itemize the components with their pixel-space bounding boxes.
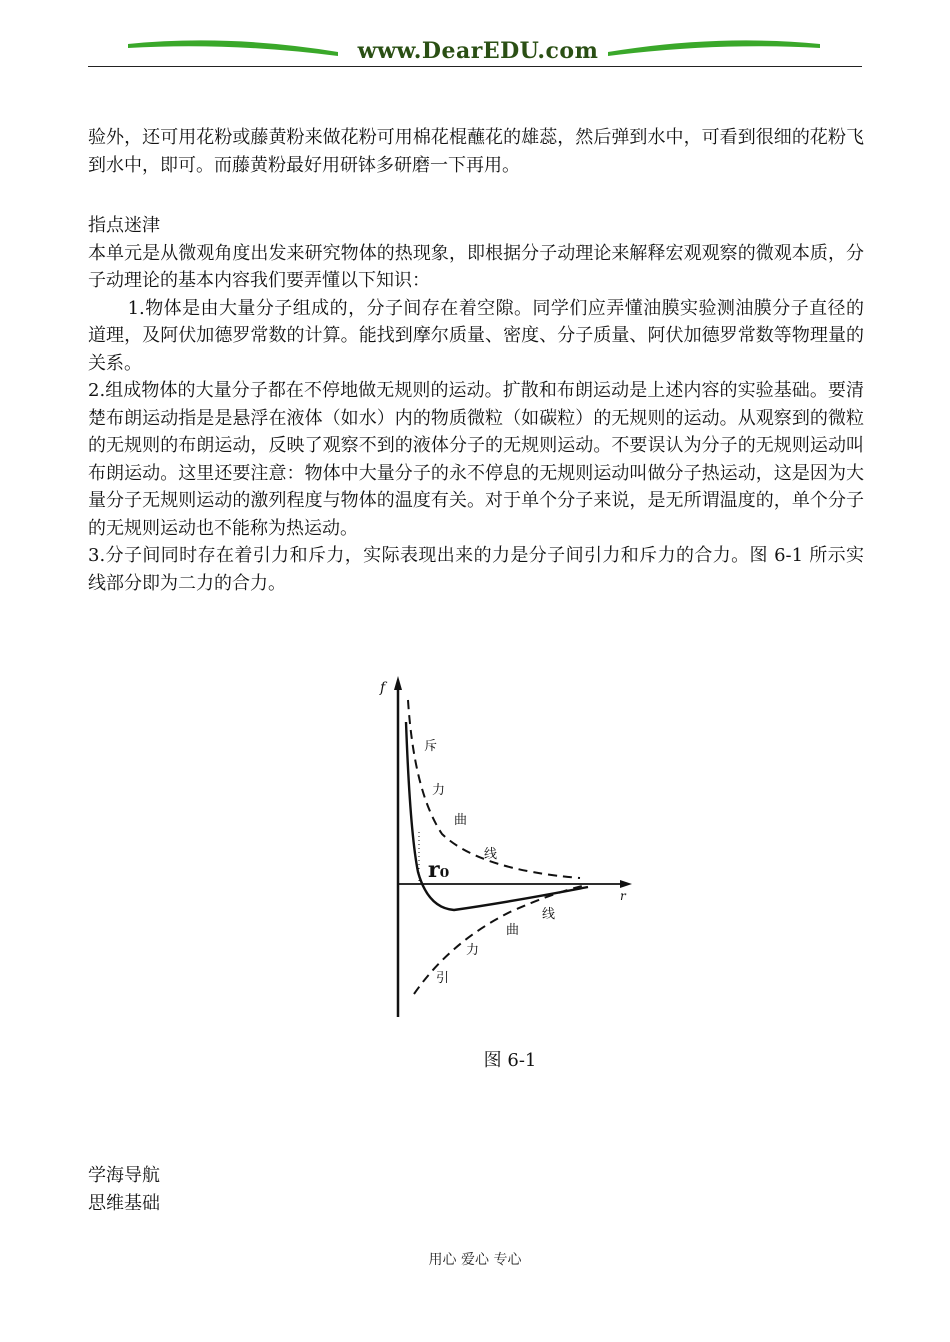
attraction-label-1: 线 [542,907,556,922]
section-title: 指点迷津 [88,215,160,236]
header-divider [88,66,862,67]
y-axis-label: f [380,680,386,696]
x-axis-label: r [620,889,626,903]
repulsion-label-2: 力 [432,783,446,798]
repulsion-label-4: 线 [484,847,498,862]
right-swoosh [608,40,820,56]
repulsion-label-1: 斥 [424,739,438,754]
repulsion-label-3: 曲 [454,813,468,828]
body-block-2 [88,212,864,597]
knowledge-item-3: 3.分子间同时存在着引力和斥力，实际表现出来的力是分子间引力和斥力的合力。图 6-1 所示实线部分即为二力的合力。 [88,545,864,594]
left-swoosh [128,40,338,56]
paragraph-continuation: 验外，还可用花粉或藤黄粉来做花粉可用棉花棍蘸花的雄蕊，然后弹到水中，可看到很细的花粉飞到水中，即可。而藤黄粉最好用研钵多研磨一下再用。 [88,127,864,176]
attraction-label-4: 引 [436,971,450,986]
section-heading-2: 思维基础 [88,1192,160,1214]
knowledge-item-2: 2.组成物体的大量分子都在不停地做无规则的运动。扩散和布朗运动是上述内容的实验基础。要清楚布朗运动指是是悬浮在液体（如水）内的物质微粒（如碳粒）的无规则的运动。从观察到的微粒的无规则的布朗运动，反映了观察不到的液体分子的无规则运动。不要误认为分子的无规则运动叫布朗运动。这里还要注意：物体中大量分子的永不停息的无规则运动叫做分子热运动，这是因为大量分子无规则运动的激列程度与物体的温度有关。对于单个分子来说，是无所谓温度的，单个分子的无规则运动也不能称为热运动。 [88,380,864,539]
knowledge-item-1: 1.物体是由大量分子组成的，分子间存在着空隙。同学们应弄懂油膜实验测油膜分子直径的道理，及阿伏加德罗常数的计算。能找到摩尔质量、密度、分子质量、阿伏加德罗常数等物理量的关系。 [88,297,864,374]
body-block-1 [88,124,864,179]
x-axis-arrow [620,880,632,888]
body-block-3 [88,1162,864,1217]
force-curve-figure [370,672,640,1022]
page-footer: 用心 爱心 专心 [428,1252,522,1268]
intro-paragraph: 本单元是从微观角度出发来研究物体的热现象，即根据分子动理论来解释宏观观察的微观本质，分子动理论的基本内容我们要弄懂以下知识： [88,242,864,291]
attraction-label-3: 力 [466,943,480,958]
y-axis-arrow [394,676,402,690]
site-logo-text[interactable]: www.DearEDU.com [357,38,599,64]
figure-caption: 图 6-1 [483,1050,537,1071]
section-heading-1: 学海导航 [88,1165,160,1186]
attraction-label-2: 曲 [506,923,520,938]
r0-label: r₀ [428,857,450,883]
